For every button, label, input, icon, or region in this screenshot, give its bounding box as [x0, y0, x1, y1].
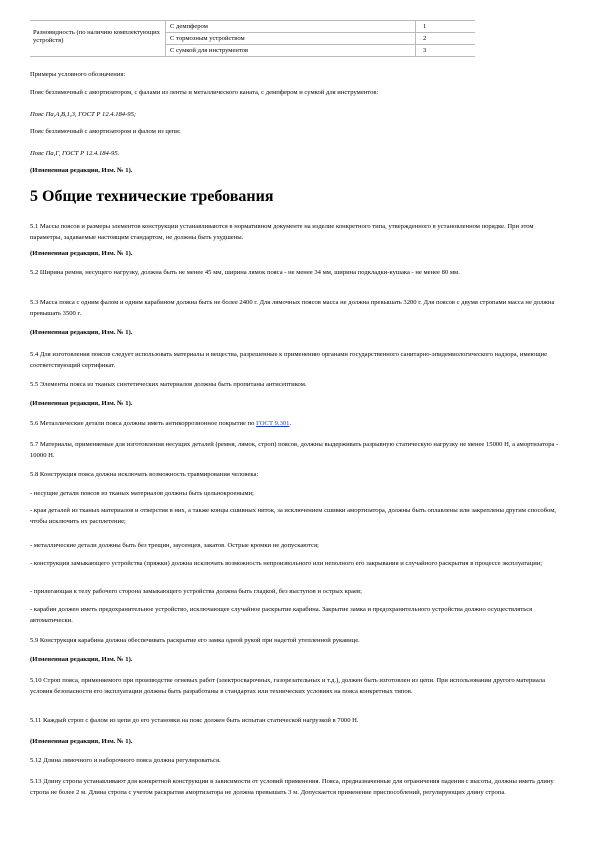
- list-item: - карабин должен иметь предохранительное устройство, исключающее случайное раскрытие карабина. Закрытие замка и предохранительного устройства должно осуществляться автоматически.: [30, 606, 533, 624]
- table-divider: [165, 20, 166, 56]
- example-designation: Пояс Па,Г, ГОСТ Р 12.4.184-95.: [30, 150, 120, 157]
- table-row: [170, 45, 470, 56]
- clause-5-3: 5.3 Масса пояса с одним фалом и одним карабином должна быть не более 2400 г. Для лямочных поясов масса не должна превышать 3200 г. Для поясов с двумя стропами масса не должна превышать 3500 г.: [30, 299, 555, 317]
- clause-5-12: 5.12 Длина лямочного и наборочного пояса должна регулироваться.: [30, 757, 221, 764]
- clause-5-7: 5.7 Материалы, применяемые для изготовления несущих деталей (ремня, лямок, строп) поясов, должны выдерживать разрывную статическую нагрузку не менее 15000 Н, а амортизатора - 10000 Н.: [30, 441, 559, 459]
- table-cell-code: 1: [423, 23, 427, 30]
- gost-9-301-link[interactable]: ГОСТ 9.301: [256, 420, 290, 427]
- clause-5-9: 5.9 Конструкция карабина должна обеспечивать раскрытие его замка одной рукой при надетой утепленной рукавице.: [30, 637, 360, 644]
- example-description: Пояс безлямочный с амортизатором и фалом из цепи:: [30, 128, 181, 135]
- amendment-note: (Измененная редакция, Изм. № 1).: [30, 400, 133, 407]
- example-designation: Пояс Па,А,В,1,3, ГОСТ Р 12.4.184-95;: [30, 111, 137, 118]
- list-item: - прилегающая к телу рабочего сторона замыкающего устройства должна быть гладкой, без выступов и острых краев;: [30, 588, 362, 595]
- clause-5-1: 5.1 Массы поясов и размеры элементов конструкции устанавливаются в нормативном документе на изделие конкретного типа, утвержденного в установленном порядке. При этом параметры, задаваемые настоящим стандартом, не должны быть ухудшены.: [30, 223, 534, 241]
- section-title: 5 Общие технические требования: [30, 188, 274, 205]
- clause-5-6-end: .: [289, 420, 292, 427]
- table-row-label: Разновидность (по наличию комплектующих устройств): [33, 29, 160, 44]
- table-cell-code: 2: [423, 35, 427, 42]
- clause-5-8: 5.8 Конструкция пояса должна исключать возможность травмирования человека:: [30, 471, 259, 478]
- list-item: - несущие детали поясов из тканых материалов должны быть цельнокроеными;: [30, 490, 254, 497]
- clause-5-6-text: 5.6 Металлические детали пояса должны иметь антикоррозионное покрытие по: [30, 420, 257, 427]
- amendment-note: (Измененная редакция, Изм. № 1).: [30, 656, 133, 663]
- list-item: - металлические детали должны быть без трещин, заусенцев, закатов. Острые кромки не допускаются;: [30, 542, 319, 549]
- amendment-note: (Измененная редакция, Изм. № 1).: [30, 167, 133, 174]
- amendment-note: (Измененная редакция, Изм. № 1).: [30, 329, 133, 336]
- table-cell-code: 3: [423, 47, 427, 54]
- clause-5-13: 5.13 Длину стропа устанавливают для конкретной конструкции в зависимости от условий применения. Пояса, предназначенные для ограничения падения с высоты, должны иметь длину стропа не более 2 м. Длина стропа с учетом раскрытия амортизатора не должна превышать 3 м. Допускается применение приспособлений, регулирующих длину стропа.: [30, 778, 554, 796]
- table-row: [170, 33, 470, 44]
- amendment-note: (Измененная редакция, Изм. № 1).: [30, 250, 133, 257]
- table-border-bottom: [30, 56, 475, 57]
- example-description: Пояс безлямочный с амортизатором, с фалами из ленты и металлического каната, с демпфером и сумкой для инструментов:: [30, 89, 379, 96]
- table-cell-option: С тормозным устройством: [170, 35, 245, 42]
- clause-5-4: 5.4 Для изготовления поясов следует использовать материалы и вещества, разрешенные к применению органами государственного санитарно-эпидемиологического надзора, имеющие соответствующий сертификат.: [30, 351, 547, 369]
- list-item: - края деталей из тканых материалов и отверстия в них, а также концы сшивных ниток, за исключением сшивки амортизатора, должны быть оплавлены или закреплены другим способом, чтобы исключить их расплетение;: [30, 507, 557, 525]
- clause-5-6: [30, 419, 560, 430]
- clause-5-5: 5.5 Элементы пояса из тканых синтетических материалов должны быть пропитаны антисептиком.: [30, 381, 307, 388]
- table-cell-option: С демпфером: [170, 23, 208, 30]
- examples-heading: Примеры условного обозначения:: [30, 71, 126, 78]
- list-item: - конструкция замыкающего устройства (пряжки) должна исключать возможность непроизвольного или неполного его закрывания и случайного раскрытия в процессе эксплуатации;: [30, 560, 543, 567]
- clause-5-2: 5.2 Ширина ремня, несущего нагрузку, должна быть не менее 45 мм, ширина лямок пояса - не менее 34 мм, ширина подкладки-кушака - не менее 80 мм.: [30, 269, 460, 276]
- amendment-note: (Измененная редакция, Изм. № 1).: [30, 738, 133, 745]
- table-row: [170, 21, 470, 32]
- table-cell-option: С сумкой для инструментов: [170, 47, 249, 54]
- clause-5-11: 5.11 Каждый строп с фалом из цепи до его установки на пояс должен быть испытан статической нагрузкой в 7000 Н.: [30, 717, 359, 724]
- clause-5-10: 5.10 Строп пояса, применяемого при производстве огневых работ (электросварочных, газорезательных и т.д.), должен быть изготовлен из цепи. При использовании другого материала условия безопасности его эксплуатации должны быть разработаны в стандартах или технических условиях на пояса конкретных типов.: [30, 677, 546, 695]
